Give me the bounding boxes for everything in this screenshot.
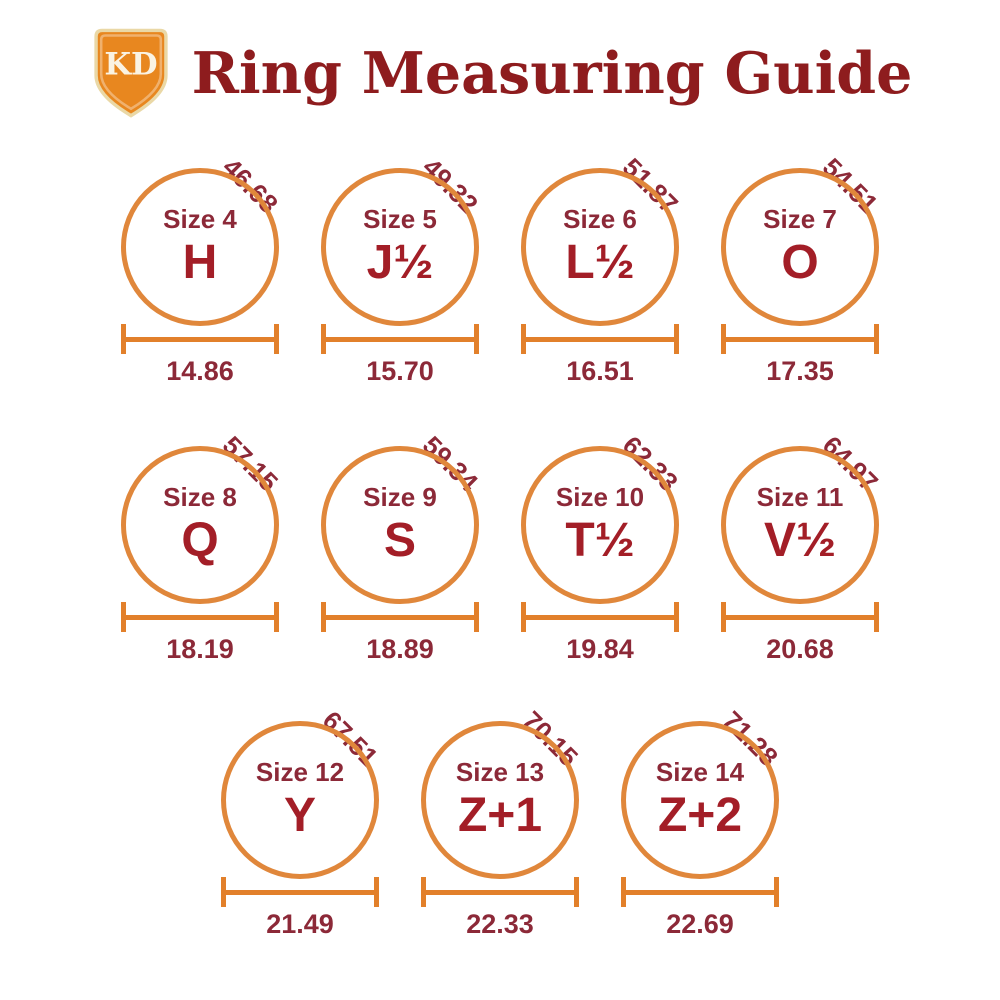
ring-circle bbox=[221, 721, 379, 879]
size-label: Size 11 bbox=[756, 481, 844, 512]
ring-circle bbox=[321, 446, 479, 604]
ring-size-13 bbox=[400, 707, 600, 957]
size-label: Size 8 bbox=[163, 481, 237, 512]
circumference-label: 64.97 bbox=[816, 430, 885, 498]
ring-size-7 bbox=[700, 154, 900, 404]
uk-size-letter: Z+2 bbox=[657, 788, 743, 842]
diameter-measure-line bbox=[121, 324, 279, 354]
size-label: Size 7 bbox=[763, 203, 837, 234]
size-label: Size 5 bbox=[363, 203, 437, 234]
circumference-label: 67.51 bbox=[316, 705, 385, 773]
diameter-label: 22.69 bbox=[666, 909, 734, 939]
circumference-label: 51.87 bbox=[616, 152, 685, 220]
ring-size-10 bbox=[500, 432, 700, 682]
measure-bar bbox=[721, 615, 879, 620]
measure-bar bbox=[221, 890, 379, 895]
measure-endcap-right bbox=[674, 602, 679, 632]
diameter-label: 16.51 bbox=[566, 356, 634, 386]
measure-bar bbox=[121, 615, 279, 620]
diameter-label: 18.19 bbox=[166, 634, 234, 664]
size-label: Size 14 bbox=[655, 756, 745, 787]
diameter-measure-line bbox=[221, 877, 379, 907]
measure-bar bbox=[321, 615, 479, 620]
diameter-label: 19.84 bbox=[566, 634, 634, 664]
measure-bar bbox=[521, 337, 679, 342]
ring-circle bbox=[521, 168, 679, 326]
ring-circle bbox=[421, 721, 579, 879]
measure-endcap-right bbox=[474, 324, 479, 354]
uk-size-letter: T½ bbox=[565, 513, 635, 567]
diameter-measure-line bbox=[321, 602, 479, 632]
header bbox=[0, 26, 1000, 120]
ring-size-11 bbox=[700, 432, 900, 682]
uk-size-letter: Y bbox=[283, 788, 316, 842]
circumference-label: 49.32 bbox=[416, 152, 485, 220]
size-label: Size 10 bbox=[555, 481, 645, 512]
ring-size-12 bbox=[200, 707, 400, 957]
diameter-measure-line bbox=[721, 602, 879, 632]
measure-endcap-right bbox=[274, 602, 279, 632]
diameter-label: 22.33 bbox=[466, 909, 534, 939]
measure-bar bbox=[421, 890, 579, 895]
ring-size-5 bbox=[300, 154, 500, 404]
measure-bar bbox=[321, 337, 479, 342]
ring-circle bbox=[521, 446, 679, 604]
measure-bar bbox=[621, 890, 779, 895]
measure-endcap-right bbox=[774, 877, 779, 907]
size-label: Size 12 bbox=[255, 756, 345, 787]
diameter-label: 21.49 bbox=[266, 909, 334, 939]
circumference-label: 70.15 bbox=[516, 705, 585, 773]
measure-bar bbox=[121, 337, 279, 342]
circumference-label: 59.34 bbox=[416, 430, 485, 498]
size-label: Size 4 bbox=[163, 203, 237, 234]
uk-size-letter: L½ bbox=[565, 235, 635, 289]
measure-endcap-right bbox=[274, 324, 279, 354]
uk-size-letter: Z+1 bbox=[457, 788, 543, 842]
logo-text: KD bbox=[104, 46, 158, 83]
diameter-label: 15.70 bbox=[366, 356, 434, 386]
measure-endcap-right bbox=[874, 324, 879, 354]
size-label: Size 13 bbox=[455, 756, 545, 787]
ring-size-14 bbox=[600, 707, 800, 957]
measure-endcap-right bbox=[474, 602, 479, 632]
circumference-label: 46.68 bbox=[216, 152, 285, 220]
uk-size-letter: V½ bbox=[763, 513, 837, 567]
diameter-label: 20.68 bbox=[766, 634, 834, 664]
ring-circle bbox=[121, 446, 279, 604]
measure-endcap-right bbox=[374, 877, 379, 907]
measure-endcap-right bbox=[674, 324, 679, 354]
diameter-measure-line bbox=[721, 324, 879, 354]
measure-endcap-right bbox=[574, 877, 579, 907]
circumference-label: 71.28 bbox=[716, 705, 785, 773]
circumference-label: 57.15 bbox=[216, 430, 285, 498]
size-label: Size 9 bbox=[363, 481, 437, 512]
kd-logo bbox=[88, 27, 174, 119]
ring-size-9 bbox=[300, 432, 500, 682]
measure-bar bbox=[721, 337, 879, 342]
uk-size-letter: Q bbox=[181, 513, 219, 567]
diameter-measure-line bbox=[521, 602, 679, 632]
ring-size-8 bbox=[100, 432, 300, 682]
diameter-label: 14.86 bbox=[166, 356, 234, 386]
ring-circle bbox=[721, 446, 879, 604]
ring-circle bbox=[321, 168, 479, 326]
ring-circle bbox=[721, 168, 879, 326]
circumference-label: 54.51 bbox=[816, 152, 885, 220]
uk-size-letter: O bbox=[781, 235, 819, 289]
circumference-label: 62.33 bbox=[616, 430, 685, 498]
ring-circle bbox=[121, 168, 279, 326]
ring-size-6 bbox=[500, 154, 700, 404]
ring-circle bbox=[621, 721, 779, 879]
diameter-measure-line bbox=[321, 324, 479, 354]
ring-size-4 bbox=[100, 154, 300, 404]
diameter-label: 18.89 bbox=[366, 634, 434, 664]
measure-endcap-right bbox=[874, 602, 879, 632]
diameter-label: 17.35 bbox=[766, 356, 834, 386]
uk-size-letter: J½ bbox=[366, 235, 434, 289]
diameter-measure-line bbox=[121, 602, 279, 632]
page-title: Ring Measuring Guide bbox=[191, 39, 913, 107]
diameter-measure-line bbox=[521, 324, 679, 354]
measure-bar bbox=[521, 615, 679, 620]
diameter-measure-line bbox=[421, 877, 579, 907]
size-label: Size 6 bbox=[563, 203, 637, 234]
uk-size-letter: H bbox=[182, 235, 218, 289]
diameter-measure-line bbox=[621, 877, 779, 907]
uk-size-letter: S bbox=[383, 513, 416, 567]
